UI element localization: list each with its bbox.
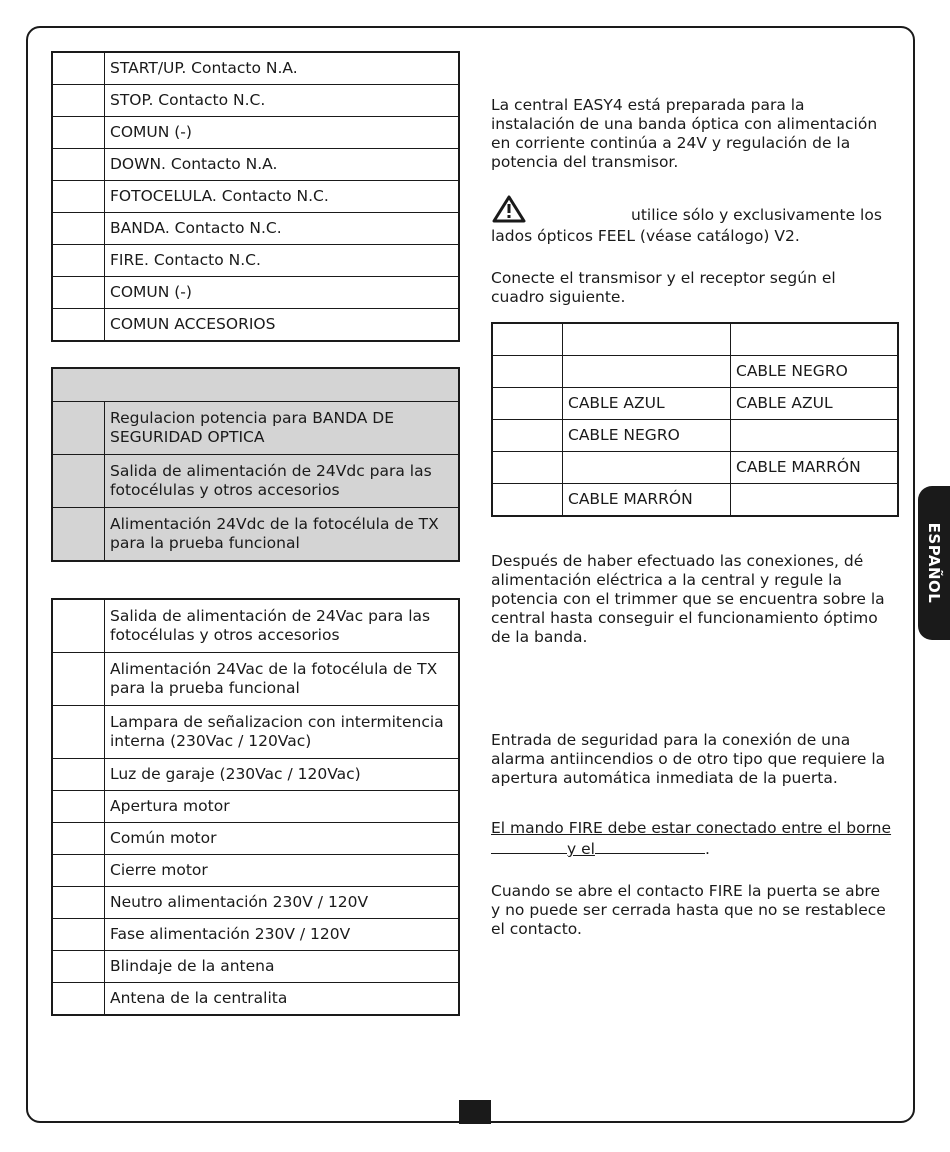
fire-note-line: El mando FIRE debe estar conectado entre el borne (491, 819, 892, 837)
optic-terminal-table (51, 367, 460, 562)
terminal-description-cell: Fase alimentación 230V / 120V (105, 919, 460, 951)
terminal-number-cell (52, 759, 105, 791)
connect-paragraph: Conecte el transmisor y el receptor según el cuadro siguiente. (491, 269, 836, 306)
terminal-number-cell (52, 85, 105, 117)
table-cell: CABLE NEGRO (731, 356, 899, 388)
table-row (52, 245, 459, 277)
warning-text-continued: lados ópticos FEEL (véase catálogo) V2. (491, 227, 800, 245)
table-cell (492, 323, 563, 356)
language-tab (918, 486, 950, 640)
terminal-description-cell: Antena de la centralita (105, 983, 460, 1016)
terminal-number-cell (52, 309, 105, 342)
terminal-description-cell: Alimentación 24Vdc de la fotocélula de TX para la prueba funcional (105, 508, 460, 562)
fire-intro-paragraph: Entrada de seguridad para la conexión de una alarma antiincendios o de otro tipo que requiere la apertura automática inmediata de la puerta. (491, 731, 886, 787)
power-terminal-table (51, 598, 460, 1016)
terminal-description-cell: DOWN. Contacto N.A. (105, 149, 460, 181)
table-row (52, 181, 459, 213)
table-row (492, 484, 898, 517)
table-row (52, 855, 459, 887)
terminal-description-cell: Apertura motor (105, 791, 460, 823)
table-row (52, 117, 459, 149)
terminal-number-cell (52, 117, 105, 149)
table-row (52, 508, 459, 562)
table-row (52, 309, 459, 342)
table-cell (492, 388, 563, 420)
fire-note-and: y el (567, 840, 595, 858)
language-tab-label: ESPAÑOL (925, 522, 943, 604)
table-row (52, 759, 459, 791)
table-row (52, 919, 459, 951)
terminal-number-cell (52, 277, 105, 309)
table-cell (563, 452, 731, 484)
table-cell: CABLE AZUL (563, 388, 731, 420)
table-cell (492, 452, 563, 484)
terminal-description-cell: Cierre motor (105, 855, 460, 887)
table-cell (731, 484, 899, 517)
table-cell: CABLE MARRÓN (563, 484, 731, 517)
table-row (52, 983, 459, 1016)
table-cell (731, 420, 899, 452)
table-row (52, 213, 459, 245)
terminal-description-cell: Alimentación 24Vac de la fotocélula de TX para la prueba funcional (105, 653, 460, 706)
terminal-blank-1 (491, 838, 567, 854)
table-cell: CABLE NEGRO (563, 420, 731, 452)
cable-table (491, 322, 899, 517)
terminal-description-cell: Neutro alimentación 230V / 120V (105, 887, 460, 919)
table-row (52, 85, 459, 117)
terminal-blank-2 (595, 838, 705, 854)
table-row (52, 823, 459, 855)
fire-note-end: . (704, 840, 710, 858)
warning-text: utilice sólo y exclusivamente los (631, 206, 882, 224)
terminal-description-cell: COMUN (-) (105, 277, 460, 309)
fire-note (491, 819, 893, 859)
table-row (52, 951, 459, 983)
terminal-description-cell: COMUN ACCESORIOS (105, 309, 460, 342)
table-row (52, 52, 459, 85)
fire-closing-paragraph: Cuando se abre el contacto FIRE la puerta se abre y no puede ser cerrada hasta que no se restablece el contacto. (491, 882, 886, 938)
terminal-number-cell (52, 455, 105, 508)
table-row (52, 791, 459, 823)
terminal-number-cell (52, 653, 105, 706)
table-cell (492, 484, 563, 517)
terminal-description-cell: BANDA. Contacto N.C. (105, 213, 460, 245)
table-header-row (492, 323, 898, 356)
table-row (492, 452, 898, 484)
table-row (52, 706, 459, 759)
terminal-description-cell: Común motor (105, 823, 460, 855)
terminal-description-cell: FOTOCELULA. Contacto N.C. (105, 181, 460, 213)
table-cell (492, 356, 563, 388)
terminal-table (51, 51, 460, 342)
terminal-number-cell (52, 951, 105, 983)
terminal-number-cell (52, 791, 105, 823)
terminal-description-cell: STOP. Contacto N.C. (105, 85, 460, 117)
table-row (52, 149, 459, 181)
table-cell: CABLE AZUL (731, 388, 899, 420)
terminal-number-cell (52, 508, 105, 562)
terminal-number-cell (52, 52, 105, 85)
table-row (52, 455, 459, 508)
terminal-description-cell: Regulacion potencia para BANDA DE SEGURIDAD OPTICA (105, 402, 460, 455)
table-cell (563, 323, 731, 356)
terminal-description-cell: COMUN (-) (105, 117, 460, 149)
page-number-box (459, 1100, 491, 1124)
terminal-number-cell (52, 887, 105, 919)
terminal-number-cell (52, 823, 105, 855)
terminal-description-cell: FIRE. Contacto N.C. (105, 245, 460, 277)
terminal-number-cell (52, 983, 105, 1016)
table-header-row (52, 368, 459, 402)
adjust-paragraph: Después de haber efectuado las conexiones, dé alimentación eléctrica a la central y regule la potencia con el trimmer que se encuentra sobre la central hasta conseguir el funcionamiento óptimo de la banda. (491, 552, 885, 646)
terminal-number-cell (52, 919, 105, 951)
table-header-cell (52, 368, 459, 402)
terminal-number-cell (52, 149, 105, 181)
table-cell (563, 356, 731, 388)
table-cell (492, 420, 563, 452)
terminal-description-cell: Luz de garaje (230Vac / 120Vac) (105, 759, 460, 791)
table-cell: CABLE MARRÓN (731, 452, 899, 484)
terminal-description-cell: Lampara de señalizacion con intermitencia interna (230Vac / 120Vac) (105, 706, 460, 759)
terminal-number-cell (52, 213, 105, 245)
terminal-description-cell: Salida de alimentación de 24Vac para las fotocélulas y otros accesorios (105, 599, 460, 653)
terminal-number-cell (52, 245, 105, 277)
terminal-number-cell (52, 181, 105, 213)
terminal-description-cell: Salida de alimentación de 24Vdc para las fotocélulas y otros accesorios (105, 455, 460, 508)
terminal-description-cell: Blindaje de la antena (105, 951, 460, 983)
table-row (52, 277, 459, 309)
terminal-number-cell (52, 599, 105, 653)
table-cell (731, 323, 899, 356)
table-row (492, 356, 898, 388)
warning-icon (492, 195, 526, 223)
table-row (492, 388, 898, 420)
optic-intro-paragraph: La central EASY4 está preparada para la instalación de una banda óptica con alimentación en corriente continúa a 24V y regulación de la potencia del transmisor. (491, 96, 878, 171)
table-row (52, 887, 459, 919)
terminal-description-cell: START/UP. Contacto N.A. (105, 52, 460, 85)
table-row (52, 402, 459, 455)
terminal-number-cell (52, 402, 105, 455)
table-row (492, 420, 898, 452)
table-row (52, 599, 459, 653)
table-row (52, 653, 459, 706)
terminal-number-cell (52, 855, 105, 887)
terminal-number-cell (52, 706, 105, 759)
